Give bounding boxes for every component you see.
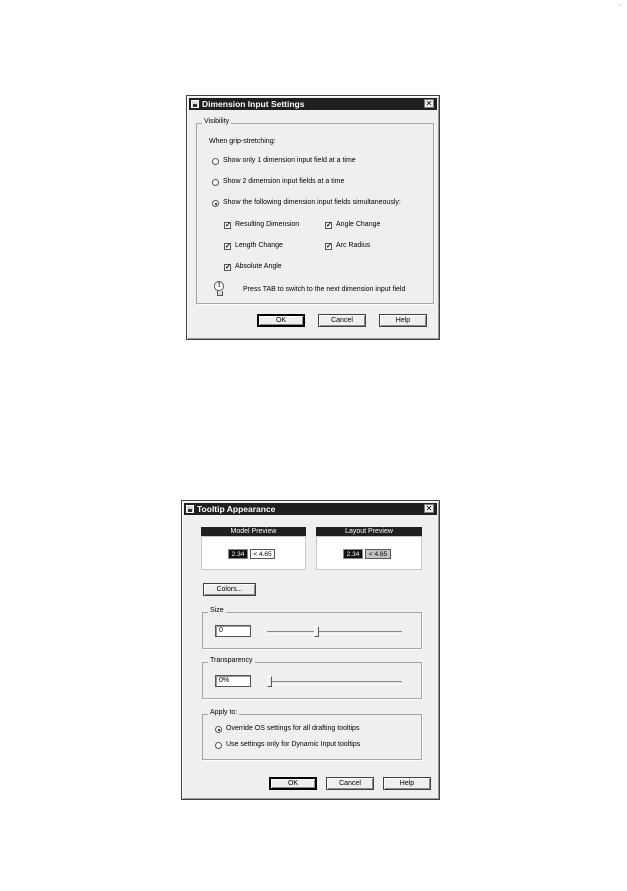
radio-show-one-field[interactable] xyxy=(212,158,219,165)
dimension-input-settings-dialog xyxy=(186,95,440,340)
model-preview-value-1: 2.34 xyxy=(228,549,248,559)
checkbox-absolute-angle-label[interactable]: Absolute Angle xyxy=(235,263,282,270)
tab-hint-text: Press TAB to switch to the next dimension input field xyxy=(243,286,406,293)
checkbox-angle-change[interactable]: ✓ xyxy=(326,222,332,229)
cancel-button[interactable]: Cancel xyxy=(326,777,374,790)
size-group-label: Size xyxy=(210,607,224,614)
radio-dynamic-input-only-label[interactable]: Use settings only for Dynamic Input tooltips xyxy=(226,741,361,748)
checkbox-arc-radius[interactable]: ✓ xyxy=(326,243,332,250)
app-icon xyxy=(191,100,199,108)
lightbulb-icon xyxy=(214,281,224,291)
radio-show-following-fields[interactable] xyxy=(212,200,219,207)
apply-to-group-label: Apply to: xyxy=(210,709,238,716)
radio-show-following-fields-label[interactable]: Show the following dimension input fields simultaneously: xyxy=(223,199,401,206)
layout-preview-pane xyxy=(316,536,422,570)
checkbox-length-change[interactable]: ✓ xyxy=(225,243,231,250)
size-input[interactable]: 0 xyxy=(215,625,251,637)
app-icon xyxy=(186,505,194,513)
cancel-button[interactable]: Cancel xyxy=(318,314,366,327)
radio-show-two-fields[interactable] xyxy=(212,179,219,186)
ok-button[interactable]: OK xyxy=(269,777,317,790)
model-preview-pane xyxy=(201,536,306,570)
checkbox-resulting-dimension[interactable]: ✓ xyxy=(225,222,231,229)
dialog-titlebar[interactable] xyxy=(189,98,437,110)
radio-override-os-settings-label[interactable]: Override OS settings for all drafting tooltips xyxy=(226,725,360,732)
help-button[interactable]: Help xyxy=(379,314,427,327)
grip-stretching-prompt: When grip-stretching: xyxy=(209,138,276,145)
transparency-group-label: Transparency xyxy=(210,657,253,664)
radio-show-two-fields-label[interactable]: Show 2 dimension input fields at a time xyxy=(223,178,345,185)
checkbox-absolute-angle[interactable]: ✓ xyxy=(225,264,231,271)
dialog-title: Dimension Input Settings xyxy=(202,99,305,109)
ok-button[interactable]: OK xyxy=(257,314,305,327)
transparency-group xyxy=(202,657,422,699)
radio-dynamic-input-only[interactable] xyxy=(215,742,222,749)
size-slider-track xyxy=(267,631,402,635)
help-button[interactable]: Help xyxy=(383,777,431,790)
size-slider-thumb[interactable] xyxy=(314,626,319,637)
layout-preview-header: Layout Preview xyxy=(316,527,422,536)
radio-show-one-field-label[interactable]: Show only 1 dimension input field at a time xyxy=(223,157,356,164)
transparency-slider-track xyxy=(267,681,402,685)
checkbox-resulting-dimension-label[interactable]: Resulting Dimension xyxy=(235,221,300,228)
transparency-slider-thumb[interactable] xyxy=(267,676,272,687)
visibility-group-label: Visibility xyxy=(204,118,230,125)
checkbox-arc-radius-label[interactable]: Arc Radius xyxy=(336,242,371,249)
close-icon[interactable]: ✕ xyxy=(425,504,433,513)
tooltip-appearance-dialog xyxy=(181,500,440,800)
checkbox-angle-change-label[interactable]: Angle Change xyxy=(336,221,381,228)
colors-button[interactable]: Colors... xyxy=(203,583,256,596)
page-corner-mark: · xyxy=(618,2,621,9)
size-group xyxy=(202,607,422,649)
layout-preview-value-2: < 4.65 xyxy=(365,549,391,559)
model-preview-value-2: < 4.65 xyxy=(250,549,275,559)
dialog-title: Tooltip Appearance xyxy=(197,504,276,514)
model-preview-header: Model Preview xyxy=(201,527,306,536)
apply-to-group xyxy=(202,709,422,760)
visibility-group xyxy=(196,118,434,304)
lightbulb-mark: ! xyxy=(218,282,221,289)
checkbox-length-change-label[interactable]: Length Change xyxy=(235,242,283,249)
close-icon[interactable]: ✕ xyxy=(425,99,433,108)
layout-preview-value-1: 2.34 xyxy=(343,549,363,559)
transparency-input[interactable]: 0% xyxy=(215,675,251,687)
dialog-titlebar[interactable] xyxy=(184,503,437,515)
radio-override-os-settings[interactable] xyxy=(215,726,222,733)
